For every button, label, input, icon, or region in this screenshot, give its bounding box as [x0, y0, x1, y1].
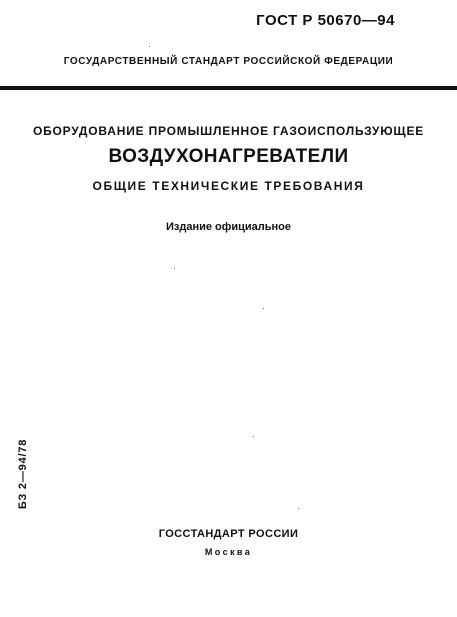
city: Москва	[204, 547, 253, 557]
scan-speck	[174, 268, 175, 269]
main-title: ВОЗДУХОНАГРЕВАТЕЛИ	[108, 146, 349, 167]
subtitle: ОБЩИЕ ТЕХНИЧЕСКИЕ ТРЕБОВАНИЯ	[92, 179, 365, 193]
header-rule	[0, 86, 457, 90]
scan-speck	[298, 508, 299, 509]
scan-speck	[263, 308, 264, 309]
organization-line: ГОСУДАРСТВЕННЫЙ СТАНДАРТ РОССИЙСКОЙ ФЕДЕРАЦИИ	[63, 56, 394, 67]
scan-speck	[149, 46, 150, 47]
scan-speck	[253, 436, 254, 437]
standard-number: ГОСТ Р 50670—94	[256, 12, 395, 29]
edition-note: Издание официальное	[165, 221, 292, 233]
catalog-code: БЗ 2—94/78	[17, 438, 29, 510]
publisher: ГОССТАНДАРТ РОССИИ	[158, 528, 299, 540]
category-title: ОБОРУДОВАНИЕ ПРОМЫШЛЕННОЕ ГАЗОИСПОЛЬЗУЮЩЕЕ	[32, 124, 425, 138]
